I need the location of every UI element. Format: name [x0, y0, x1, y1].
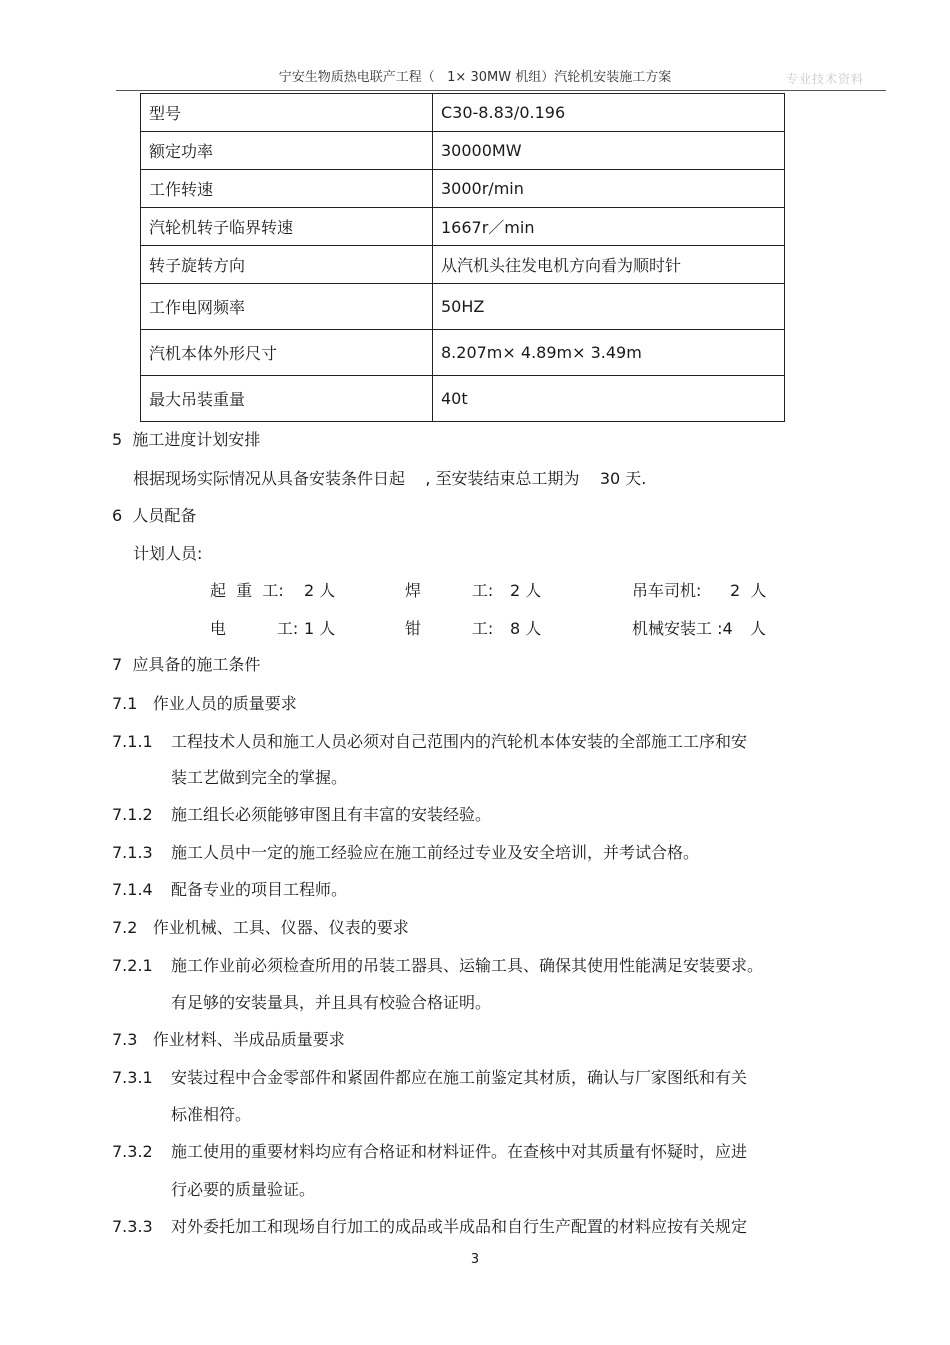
staff-count: 2 人: [730, 581, 767, 600]
item-text: 对外委托加工和现场自行加工的成品或半成品和自行生产配置的材料应按有关规定: [171, 1217, 748, 1236]
item-text: 施工作业前必须检查所用的吊装工器具、运输工具、确保其使用性能满足安装要求。: [171, 956, 764, 975]
header-rule: [116, 90, 886, 91]
spec-label: 最大吊装重量: [141, 376, 433, 422]
table-row: [141, 284, 785, 330]
spec-label: 汽机本体外形尺寸: [141, 330, 433, 376]
section-5-body: 根据现场实际情况从具备安装条件日起 , 至安装结束总工期为 30 天.: [133, 469, 647, 488]
item-text: 工程技术人员和施工人员必须对自己范围内的汽轮机本体安装的全部施工工序和安: [171, 732, 748, 751]
staff-role: 起 重 工:: [210, 581, 284, 600]
section-7-2-heading: 7.2 作业机械、工具、仪器、仪表的要求: [112, 918, 409, 937]
item-text: 标准相符。: [171, 1105, 252, 1124]
spec-label: 工作转速: [141, 170, 433, 208]
item-text: 施工组长必须能够审图且有丰富的安装经验。: [171, 805, 492, 824]
item-text: 安装过程中合金零部件和紧固件都应在施工前鉴定其材质，确认与厂家图纸和有关: [171, 1068, 748, 1087]
item-number: 7.3.1: [112, 1068, 153, 1087]
staff-role: 钳 工:: [405, 619, 494, 638]
table-row: [141, 94, 785, 132]
spec-value: 8.207m× 4.89m× 3.49m: [433, 330, 785, 376]
item-number: 7.1.2: [112, 805, 153, 824]
staff-count: 2 人: [510, 581, 542, 600]
section-7-3-heading: 7.3 作业材料、半成品质量要求: [112, 1030, 345, 1049]
watermark: 专业技术资料: [786, 72, 865, 86]
staff-plan-label: 计划人员:: [133, 544, 203, 563]
section-7-1-heading: 7.1 作业人员的质量要求: [112, 694, 297, 713]
spec-value: 40t: [433, 376, 785, 422]
spec-label: 汽轮机转子临界转速: [141, 208, 433, 246]
staff-count: 8 人: [510, 619, 542, 638]
page-number: 3: [470, 1252, 480, 1267]
item-text: 施工使用的重要材料均应有合格证和材料证件。在查核中对其质量有怀疑时，应进: [171, 1142, 748, 1161]
section-5-heading: 5 施工进度计划安排: [112, 430, 261, 449]
spec-label: 型号: [141, 94, 433, 132]
spec-value: 50HZ: [433, 284, 785, 330]
table-row: [141, 376, 785, 422]
staff-count: 1 人: [304, 619, 336, 638]
spec-value: 3000r/min: [433, 170, 785, 208]
staff-count: 人: [750, 619, 767, 638]
staff-role: 机械安装工 :4: [632, 619, 733, 638]
item-number: 7.1.3: [112, 843, 153, 862]
spec-label: 转子旋转方向: [141, 246, 433, 284]
section-7-heading: 7 应具备的施工条件: [112, 655, 261, 674]
staff-count: 2 人: [304, 581, 336, 600]
staff-role: 焊 工:: [405, 581, 494, 600]
item-text: 施工人员中一定的施工经验应在施工前经过专业及安全培训，并考试合格。: [171, 843, 700, 862]
staff-role: 电 工:: [210, 619, 299, 638]
item-number: 7.1.1: [112, 732, 153, 751]
table-row: [141, 208, 785, 246]
spec-label: 额定功率: [141, 132, 433, 170]
item-text: 行必要的质量验证。: [171, 1180, 316, 1199]
turbine-spec-table: [140, 93, 785, 422]
spec-label: 工作电网频率: [141, 284, 433, 330]
section-6-heading: 6 人员配备: [112, 506, 197, 525]
page-header-title: 宁安生物质热电联产工程（ 1× 30MW 机组）汽轮机安装施工方案: [278, 70, 672, 85]
item-number: 7.2.1: [112, 956, 153, 975]
staff-role: 吊车司机:: [632, 581, 702, 600]
spec-value: 1667r／min: [433, 208, 785, 246]
item-text: 装工艺做到完全的掌握。: [171, 768, 348, 787]
item-number: 7.1.4: [112, 880, 153, 899]
item-text: 配备专业的项目工程师。: [171, 880, 348, 899]
table-row: [141, 132, 785, 170]
item-text: 有足够的安装量具，并且具有校验合格证明。: [171, 993, 492, 1012]
spec-value: C30-8.83/0.196: [433, 94, 785, 132]
table-row: [141, 330, 785, 376]
table-row: [141, 170, 785, 208]
item-number: 7.3.2: [112, 1142, 153, 1161]
table-row: [141, 246, 785, 284]
spec-value: 30000MW: [433, 132, 785, 170]
item-number: 7.3.3: [112, 1217, 153, 1236]
spec-value: 从汽机头往发电机方向看为顺时针: [433, 246, 785, 284]
